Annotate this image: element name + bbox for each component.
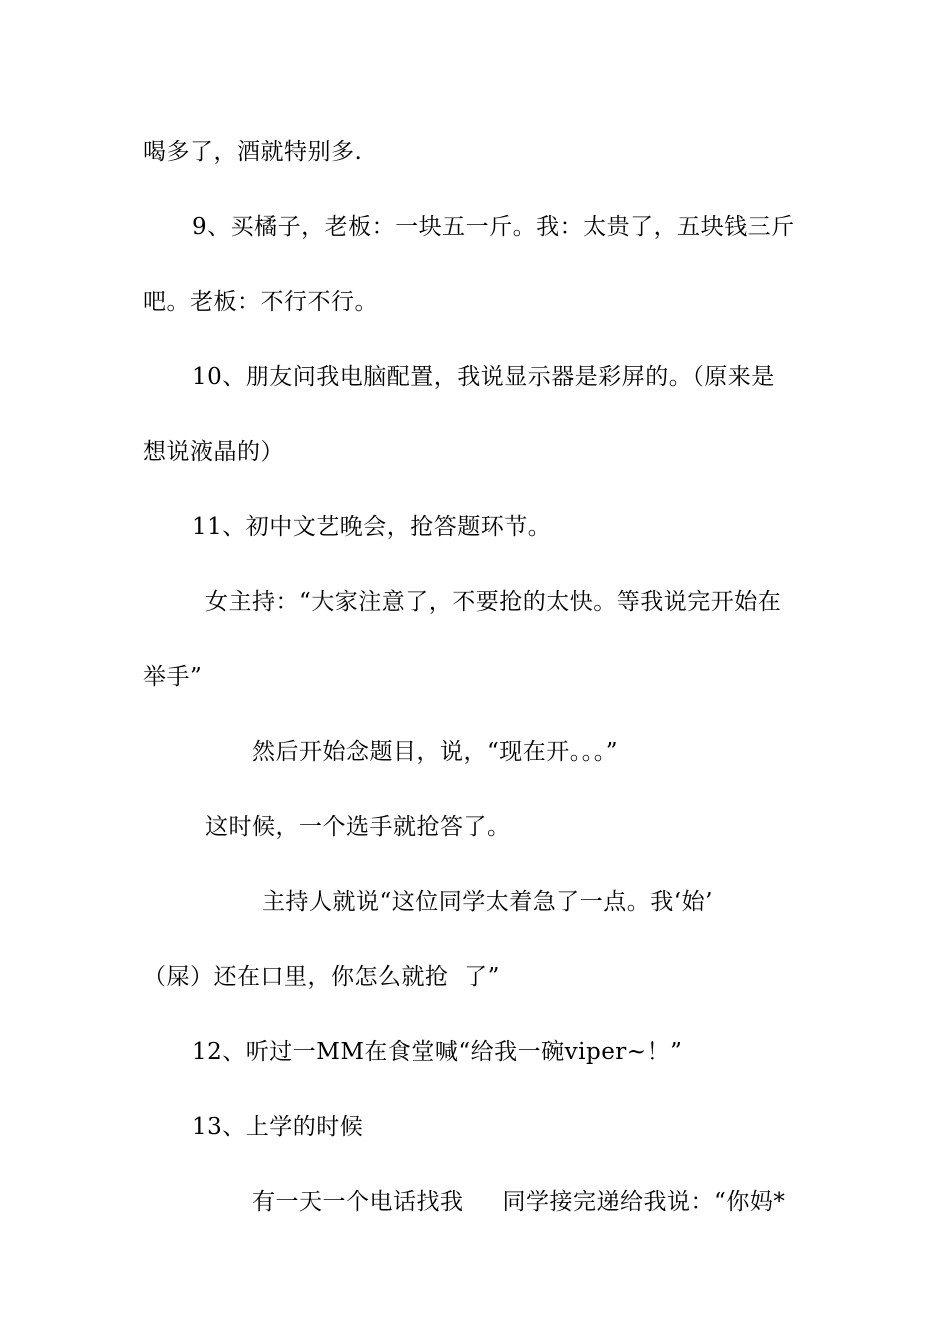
text-line-14: 13、上学的时候 (192, 1114, 364, 1140)
text-line-8: 举手” (143, 664, 203, 690)
text-line-9: 然后开始念题目，说，“现在开。。。” (252, 739, 619, 765)
text-line-4: 10、朋友问我电脑配置，我说显示器是彩屏的。（原来是 (192, 364, 775, 390)
text-line-11: 主持人就说“这位同学太着急了一点。我‘始’ (262, 889, 713, 915)
text-line-13: 12、听过一MM在食堂喊“给我一碗viper~！” (192, 1039, 683, 1065)
text-line-10: 这时候，一个选手就抢答了。 (205, 814, 511, 840)
text-line-2: 9、买橘子，老板：一块五一斤。我：太贵了，五块钱三斤 (192, 214, 795, 240)
text-line-12: （屎）还在口里，你怎么就抢 了” (143, 964, 500, 990)
text-line-15: 有一天一个电话找我 同学接完递给我说：“你妈* (252, 1189, 786, 1215)
text-line-3: 吧。老板：不行不行。 (143, 289, 378, 315)
text-line-6: 11、初中文艺晚会，抢答题环节。 (192, 514, 552, 540)
text-line-5: 想说液晶的） (143, 439, 284, 465)
text-line-1: 喝多了，酒就特别多. (143, 139, 363, 165)
text-line-7: 女主持：“大家注意了，不要抢的太快。等我说完开始在 (205, 589, 782, 615)
